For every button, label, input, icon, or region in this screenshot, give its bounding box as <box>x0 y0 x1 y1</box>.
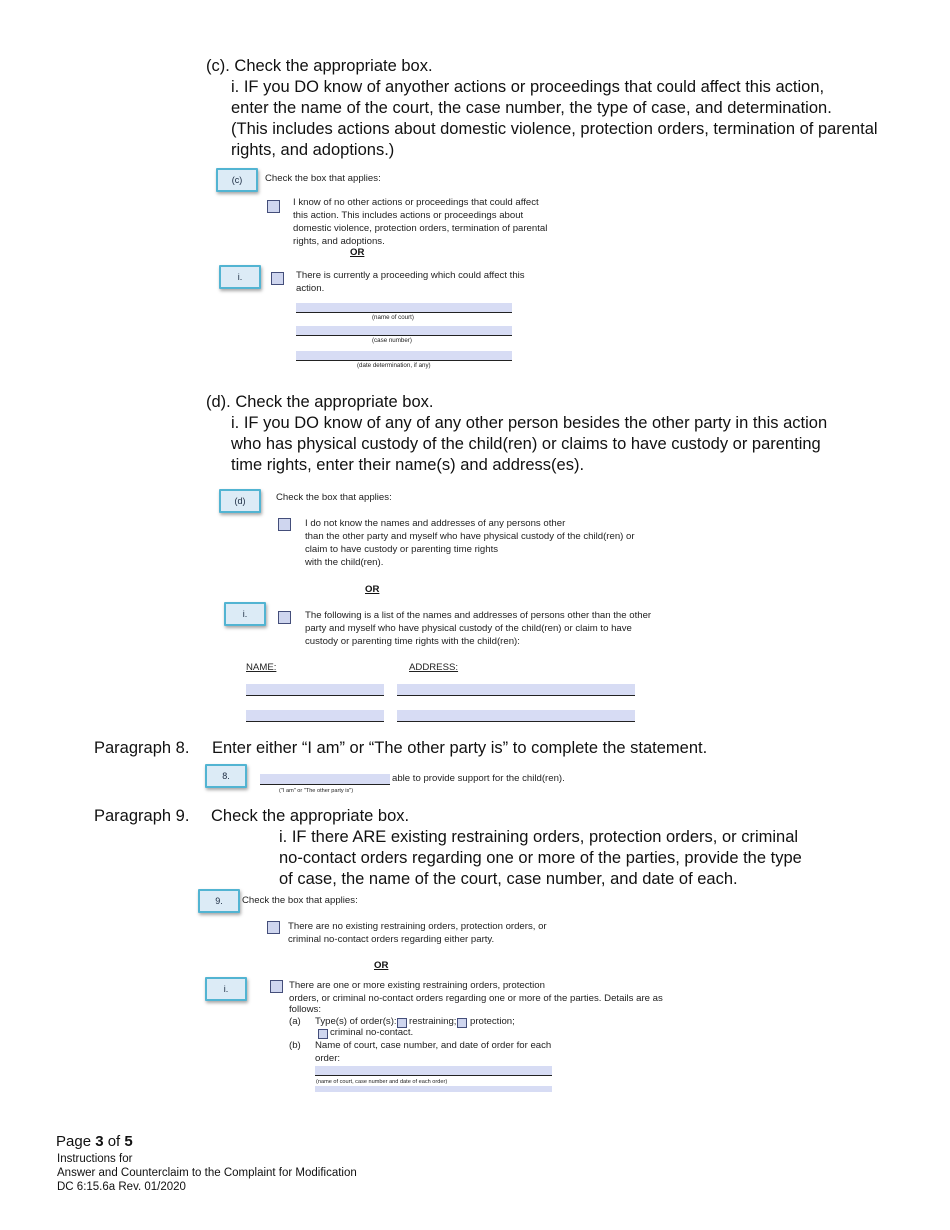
page-of: of <box>103 1133 125 1150</box>
person-name-field[interactable] <box>246 684 384 695</box>
section-c-instruction-line: (This includes actions about domestic violence, protection orders, termination of parental <box>231 120 878 138</box>
paragraph-8-tag: 8. <box>205 764 247 788</box>
section-d-tag-i: i. <box>224 602 266 626</box>
section-c-instruction-line: rights, and adoptions.) <box>231 141 395 159</box>
paragraph-9-or-label: OR <box>374 960 389 971</box>
paragraph-9-option2-line: orders, or criminal no-contact orders regarding one or more of the parties. Details are as <box>289 993 663 1004</box>
person-name-underline <box>246 695 384 696</box>
paragraph-9-option2-line: follows: <box>289 1004 321 1015</box>
section-c-option2-line: There is currently a proceeding which could affect this <box>296 270 525 281</box>
person-address-underline <box>397 695 635 696</box>
order-details-underline <box>315 1075 552 1076</box>
order-details-caption: (name of court, case number and date of each order) <box>316 1079 448 1085</box>
section-d-tag: (d) <box>219 489 261 513</box>
item-a-label: (a) <box>289 1016 301 1027</box>
section-c-option2-checkbox[interactable] <box>271 272 284 285</box>
court-name-caption: (name of court) <box>372 314 414 321</box>
court-name-underline <box>296 312 512 313</box>
section-d-option2-line: custody or parenting time rights with the child(ren): <box>305 636 520 647</box>
section-d-option2-line: party and myself who have physical custody of the child(ren) or claim to have <box>305 623 632 634</box>
section-c-tag-i: i. <box>219 265 261 289</box>
person-address-field[interactable] <box>397 710 635 721</box>
order-details-field-continuation[interactable] <box>315 1086 552 1092</box>
paragraph-9-tag: 9. <box>198 889 240 913</box>
paragraph-9-instruction-line: of case, the name of the court, case number, and date of each. <box>279 870 738 888</box>
section-d-option2-checkbox[interactable] <box>278 611 291 624</box>
section-c-or-label: OR <box>350 247 365 258</box>
paragraph-9-tag-i: i. <box>205 977 247 1001</box>
person-address-field[interactable] <box>397 684 635 695</box>
section-d-instruction-line: time rights, enter their name(s) and address(es). <box>231 456 585 474</box>
person-name-underline <box>246 721 384 722</box>
support-party-underline <box>260 784 390 785</box>
section-c-tag: (c) <box>216 168 258 192</box>
footer-line: DC 6:15.6a Rev. 01/2020 <box>57 1181 186 1193</box>
paragraph-8-text: Enter either “I am” or “The other party is” to complete the statement. <box>212 739 708 757</box>
paragraph-9-option2-line: There are one or more existing restraining orders, protection <box>289 980 545 991</box>
paragraph-9-instruction-line: i. IF there ARE existing restraining orders, protection orders, or criminal <box>279 828 799 846</box>
section-d-option1-line: with the child(ren). <box>305 557 384 568</box>
address-column-label: ADDRESS: <box>409 662 459 673</box>
person-name-field[interactable] <box>246 710 384 721</box>
paragraph-8-suffix: able to provide support for the child(ren). <box>392 773 565 784</box>
date-determination-underline <box>296 360 512 361</box>
paragraph-8-label: Paragraph 8. <box>94 739 190 757</box>
section-c-option1-line: domestic violence, protection orders, termination of parental <box>293 223 548 234</box>
date-determination-caption: (date determination, if any) <box>357 362 431 369</box>
paragraph-9-option1-line: There are no existing restraining orders, protection orders, or <box>288 921 547 932</box>
date-determination-field[interactable] <box>296 351 512 360</box>
footer-line: Instructions for <box>57 1153 133 1165</box>
section-c-instruction-line: enter the name of the court, the case number, the type of case, and determination. <box>231 99 832 117</box>
page-number <box>56 1133 133 1151</box>
person-address-underline <box>397 721 635 722</box>
case-number-caption: (case number) <box>372 337 412 344</box>
section-d-instruction-line: who has physical custody of the child(ren) or claims to have custody or parenting <box>231 435 821 453</box>
footer-line: Answer and Counterclaim to the Complaint for Modification <box>57 1167 357 1179</box>
paragraph-9-option1-line: criminal no-contact orders regarding either party. <box>288 934 495 945</box>
order-details-field[interactable] <box>315 1066 552 1075</box>
paragraph-9-label: Paragraph 9. <box>94 807 190 825</box>
section-d-heading: (d). Check the appropriate box. <box>206 393 434 411</box>
paragraph-9-prompt: Check the box that applies: <box>242 895 358 906</box>
item-b-text-line: Name of court, case number, and date of order for each <box>315 1040 552 1051</box>
page-prefix: Page <box>56 1133 96 1150</box>
restraining-label: restraining; <box>409 1016 457 1027</box>
paragraph-8-caption: ("I am" or "The other party is") <box>279 788 354 794</box>
criminal-no-contact-label: criminal no-contact. <box>330 1027 414 1038</box>
section-c-option1-checkbox[interactable] <box>267 200 280 213</box>
case-number-field[interactable] <box>296 326 512 335</box>
section-d-option1-line: I do not know the names and addresses of any persons other <box>305 518 566 529</box>
item-b-text-line: order: <box>315 1053 341 1064</box>
name-column-label: NAME: <box>246 662 277 673</box>
section-d-instruction-line: i. IF you DO know of any of any other person besides the other party in this action <box>231 414 828 432</box>
section-c-option2-line: action. <box>296 283 325 294</box>
section-d-option2-line: The following is a list of the names and addresses of persons other than the other <box>305 610 652 621</box>
section-d-option1-line: than the other party and myself who have physical custody of the child(ren) or <box>305 531 635 542</box>
protection-label: protection; <box>470 1016 515 1027</box>
section-c-option1-line: rights, and adoptions. <box>293 236 385 247</box>
court-name-field[interactable] <box>296 303 512 312</box>
item-b-label: (b) <box>289 1040 301 1051</box>
section-d-option1-line: claim to have custody or parenting time rights <box>305 544 499 555</box>
paragraph-9-option1-checkbox[interactable] <box>267 921 280 934</box>
section-d-prompt: Check the box that applies: <box>276 492 392 503</box>
paragraph-9-option2-checkbox[interactable] <box>270 980 283 993</box>
section-c-option1-line: I know of no other actions or proceedings that could affect <box>293 197 539 208</box>
protection-checkbox[interactable] <box>457 1018 467 1028</box>
case-number-underline <box>296 335 512 336</box>
page-current: 3 <box>95 1133 104 1150</box>
support-party-field[interactable] <box>260 774 390 784</box>
section-c-prompt: Check the box that applies: <box>265 173 381 184</box>
criminal-no-contact-checkbox[interactable] <box>318 1029 328 1039</box>
section-c-heading: (c). Check the appropriate box. <box>206 57 433 75</box>
section-c-option1-line: this action. This includes actions or proceedings about <box>293 210 524 221</box>
section-d-option1-checkbox[interactable] <box>278 518 291 531</box>
item-a-text: Type(s) of order(s): <box>315 1016 397 1027</box>
paragraph-9-heading: Check the appropriate box. <box>211 807 410 825</box>
section-c-instruction-line: i. IF you DO know of anyother actions or proceedings that could affect this action, <box>231 78 825 96</box>
paragraph-9-instruction-line: no-contact orders regarding one or more of the parties, provide the type <box>279 849 802 867</box>
page-total: 5 <box>124 1133 133 1150</box>
section-d-or-label: OR <box>365 584 380 595</box>
